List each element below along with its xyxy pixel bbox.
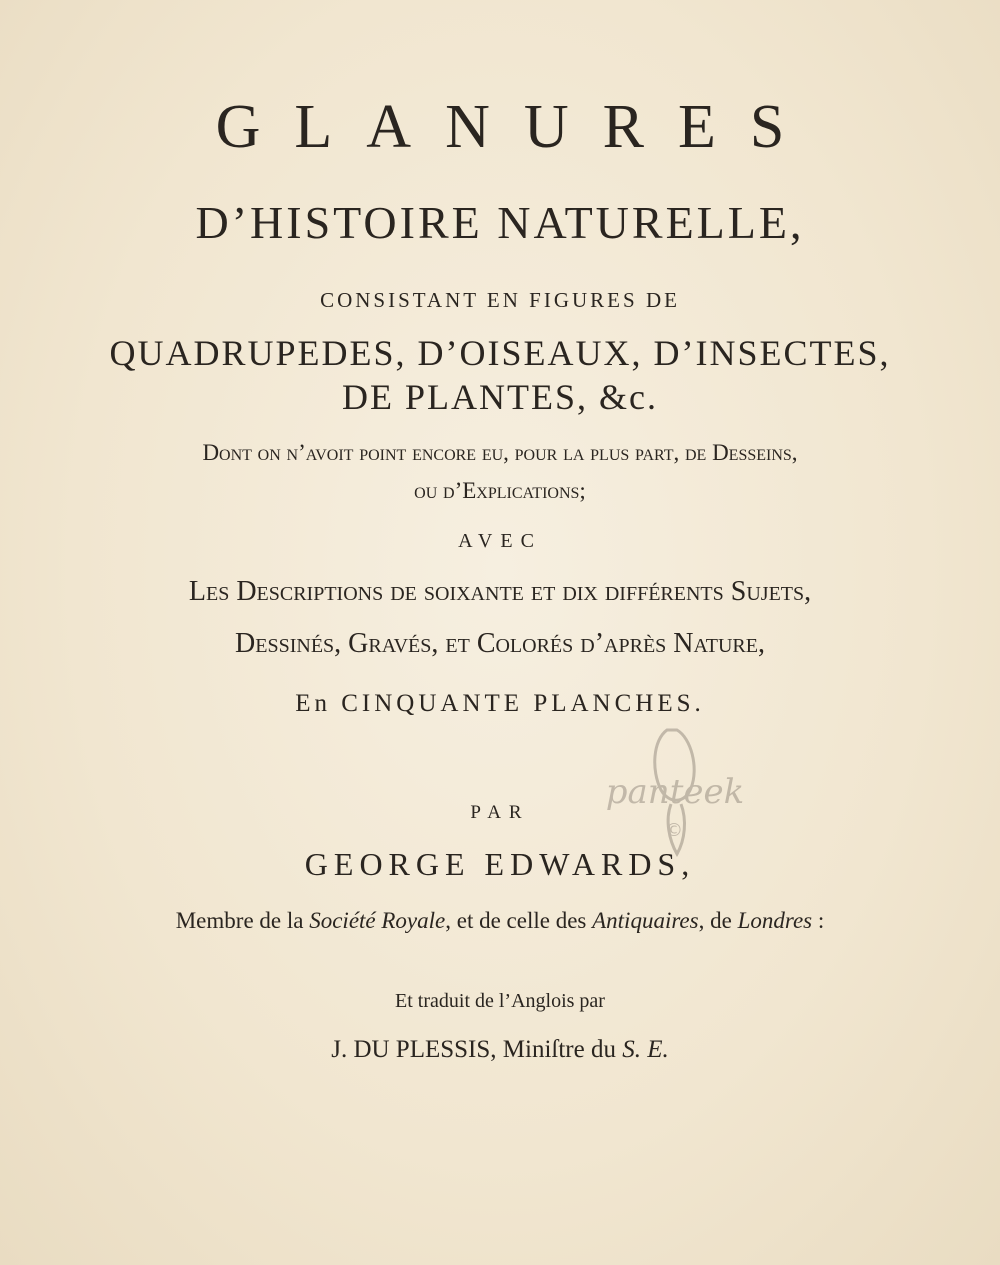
- descriptions-line: Les Descriptions de ſoixante et dix différents Sujets,: [188, 576, 812, 607]
- author-name: GEORGE EDWARDS,: [304, 846, 696, 882]
- watermark-text: panteek: [605, 772, 745, 812]
- traduit-line: Et traduit de l’Anglois par: [395, 990, 605, 1012]
- membre-text-2: , et de celle des: [445, 908, 593, 933]
- translator-se: S. E.: [622, 1036, 669, 1063]
- watermark: [595, 720, 755, 860]
- translator-name: J. DU PLESSIS, Miniſtre du: [331, 1036, 623, 1063]
- book-title: GLANURES: [215, 93, 819, 161]
- membre-line: [0, 908, 1000, 934]
- membre-antiquaires: Antiquaires: [592, 908, 699, 933]
- copyright-icon: ©: [665, 820, 683, 841]
- membre-text-1: Membre de la: [175, 908, 310, 933]
- membre-text-3: , de: [698, 908, 738, 933]
- consistant-line: CONSISTANT EN FIGURES DE: [320, 288, 680, 312]
- quadrupedes-line: QUADRUPEDES, D’OISEAUX, D’INSECTES,: [109, 333, 891, 373]
- book-subtitle: D’HISTOIRE NATURELLE,: [195, 197, 805, 248]
- par-line: PAR: [470, 802, 530, 823]
- avec-line: AVEC: [458, 530, 542, 552]
- membre-londres: Londres: [737, 908, 813, 933]
- membre-societe: Société Royale: [309, 908, 446, 933]
- plantes-line: DE PLANTES, &c.: [342, 377, 658, 417]
- translator-line: [0, 1036, 1000, 1064]
- dessines-line: Deſſinés, Gravés, et Colorés d’après Nature,: [235, 628, 765, 659]
- explications-line: ou d’Explications;: [414, 478, 586, 503]
- dont-line: Dont on n’avoit point encore eu, pour la plus part, de Desseins,: [202, 440, 798, 465]
- cinquante-line: En CINQUANTE PLANCHES.: [295, 690, 705, 717]
- membre-text-4: :: [812, 908, 825, 933]
